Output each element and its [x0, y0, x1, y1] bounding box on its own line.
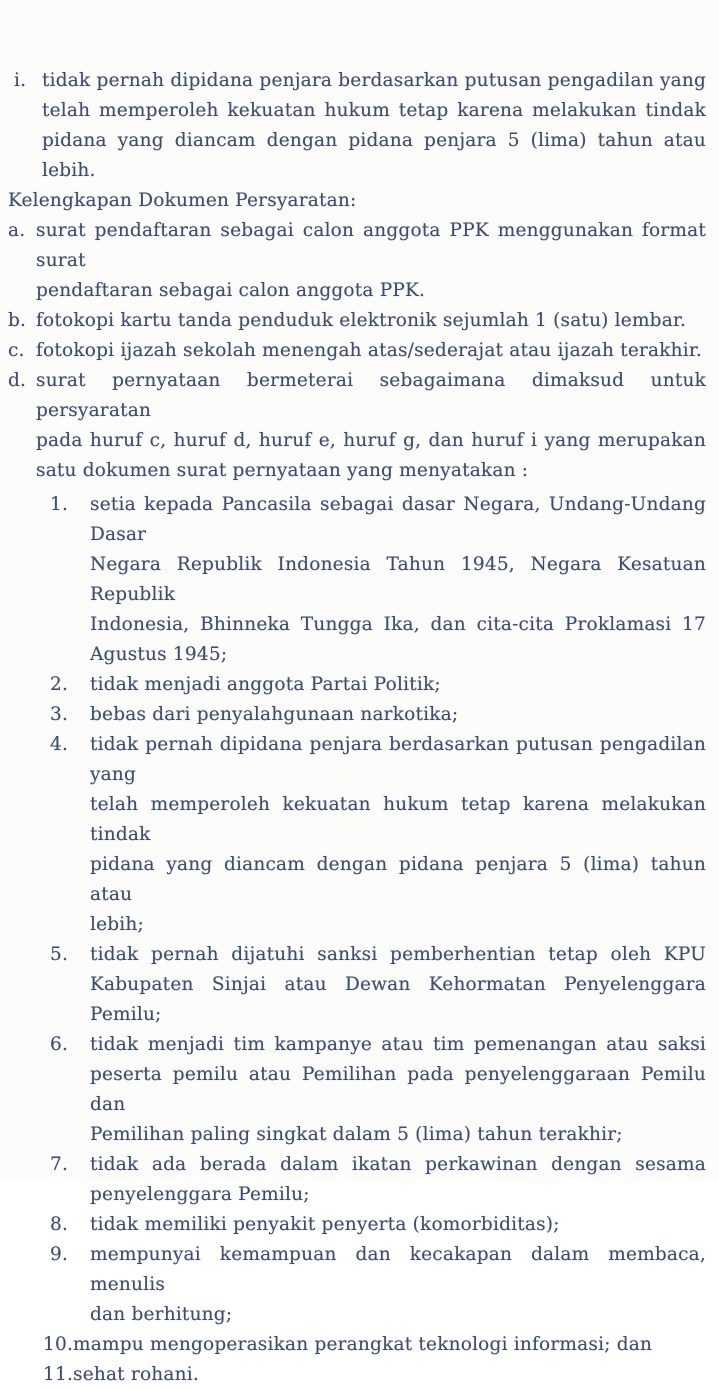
list-item-a — [0, 216, 719, 306]
item-text — [90, 1150, 706, 1210]
item-marker: 8. — [50, 1214, 69, 1235]
item-text — [36, 306, 706, 336]
item-text — [90, 700, 706, 730]
item-text — [42, 66, 706, 186]
text-line: Negara Republik Indonesia Tahun 1945, Negara Kesatuan Republik — [90, 554, 706, 605]
list-item-b — [0, 306, 719, 336]
text-line: telah memperoleh kekuatan hukum tetap karena melakukan tindak — [90, 794, 706, 845]
text-line: peserta pemilu atau Pemilihan pada penyelenggaraan Pemilu dan — [90, 1064, 706, 1115]
item-marker: 4. — [50, 734, 69, 755]
text-line: surat pendaftaran sebagai calon anggota PPK menggunakan format surat — [36, 220, 706, 271]
item-marker: 7. — [50, 1154, 69, 1175]
item-text — [36, 336, 706, 366]
list-item-c — [0, 336, 719, 366]
list-item-11 — [0, 1360, 719, 1390]
text-line: bebas dari penyalahgunaan narkotika; — [90, 704, 459, 725]
list-item-6 — [0, 1030, 719, 1150]
item-marker: i. — [14, 70, 27, 91]
item-text — [36, 366, 706, 486]
text-line: fotokopi ijazah sekolah menengah atas/sederajat atau ijazah terakhir. — [36, 340, 703, 361]
text-line: tidak menjadi anggota Partai Politik; — [90, 674, 441, 695]
list-item-8 — [0, 1210, 719, 1240]
text-line: mampu mengoperasikan perangkat teknologi informasi; dan — [73, 1334, 653, 1355]
text-line: telah memperoleh kekuatan hukum tetap karena melakukan tindak — [42, 100, 706, 121]
text-line: tidak pernah dipidana penjara berdasarkan putusan pengadilan yang — [90, 734, 706, 785]
section-heading: Kelengkapan Dokumen Persyaratan: — [8, 190, 357, 211]
list-item-d — [0, 366, 719, 486]
item-marker: c. — [8, 340, 25, 361]
list-item-9 — [0, 1240, 719, 1330]
list-item-7 — [0, 1150, 719, 1210]
item-text — [90, 490, 706, 670]
list-item-5 — [0, 940, 719, 1030]
item-text — [90, 670, 706, 700]
text-line: pidana yang diancam dengan pidana penjara 5 (lima) tahun atau — [90, 854, 706, 905]
text-line: penyelenggara Pemilu; — [90, 1184, 310, 1205]
text-line: pada huruf c, huruf d, huruf e, huruf g, dan huruf i yang merupakan — [36, 430, 706, 451]
item-marker: 10. — [43, 1334, 74, 1355]
item-text — [90, 1030, 706, 1150]
item-marker: 5. — [50, 944, 69, 965]
item-text — [90, 730, 706, 940]
item-text — [90, 1240, 706, 1330]
text-line: tidak pernah dipidana penjara berdasarkan putusan pengadilan yang — [42, 70, 706, 91]
text-line: tidak ada berada dalam ikatan perkawinan dengan sesama — [90, 1154, 706, 1175]
item-marker: b. — [8, 310, 27, 331]
list-item-2 — [0, 670, 719, 700]
text-line: pendaftaran sebagai calon anggota PPK. — [36, 280, 426, 301]
item-marker: 6. — [50, 1034, 69, 1055]
text-line: tidak memiliki penyakit penyerta (komorbiditas); — [90, 1214, 560, 1235]
list-item-3 — [0, 700, 719, 730]
text-line: tidak menjadi tim kampanye atau tim pemenangan atau saksi — [90, 1034, 706, 1055]
item-marker: 9. — [50, 1244, 69, 1265]
list-item-1 — [0, 490, 719, 670]
text-line: dan berhitung; — [90, 1304, 233, 1325]
list-item-i — [0, 66, 719, 186]
item-marker: a. — [8, 220, 26, 241]
list-item-4 — [0, 730, 719, 940]
item-text — [90, 1210, 706, 1240]
item-text — [90, 940, 706, 1030]
text-line: setia kepada Pancasila sebagai dasar Negara, Undang-Undang Dasar — [90, 494, 706, 545]
text-line: Pemilihan paling singkat dalam 5 (lima) tahun terakhir; — [90, 1124, 623, 1145]
text-line: tidak pernah dijatuhi sanksi pemberhentian tetap oleh KPU — [90, 944, 706, 965]
text-line: sehat rohani. — [73, 1364, 199, 1385]
item-marker: 1. — [50, 494, 69, 515]
text-line: mempunyai kemampuan dan kecakapan dalam membaca, menulis — [90, 1244, 706, 1295]
item-text — [73, 1360, 706, 1390]
text-line: lebih; — [90, 914, 144, 935]
item-marker: 11. — [43, 1364, 74, 1385]
text-line: surat pernyataan bermeterai sebagaimana dimaksud untuk persyaratan — [36, 370, 706, 421]
text-line: Agustus 1945; — [90, 644, 228, 665]
item-marker: 3. — [50, 704, 69, 725]
text-line: satu dokumen surat pernyataan yang menyatakan : — [36, 460, 529, 481]
text-line: Kabupaten Sinjai atau Dewan Kehormatan Penyelenggara Pemilu; — [90, 974, 706, 1025]
list-item-10 — [0, 1330, 719, 1360]
item-marker: 2. — [50, 674, 69, 695]
numbered-list — [0, 490, 719, 1390]
item-marker: d. — [8, 370, 27, 391]
text-line: pidana yang diancam dengan pidana penjara 5 (lima) tahun atau lebih. — [42, 130, 706, 181]
text-line: Indonesia, Bhinneka Tungga Ika, dan cita-cita Proklamasi 17 — [90, 614, 706, 635]
text-line: fotokopi kartu tanda penduduk elektronik sejumlah 1 (satu) lembar. — [36, 310, 687, 331]
item-text — [73, 1330, 706, 1360]
item-text — [36, 216, 706, 306]
